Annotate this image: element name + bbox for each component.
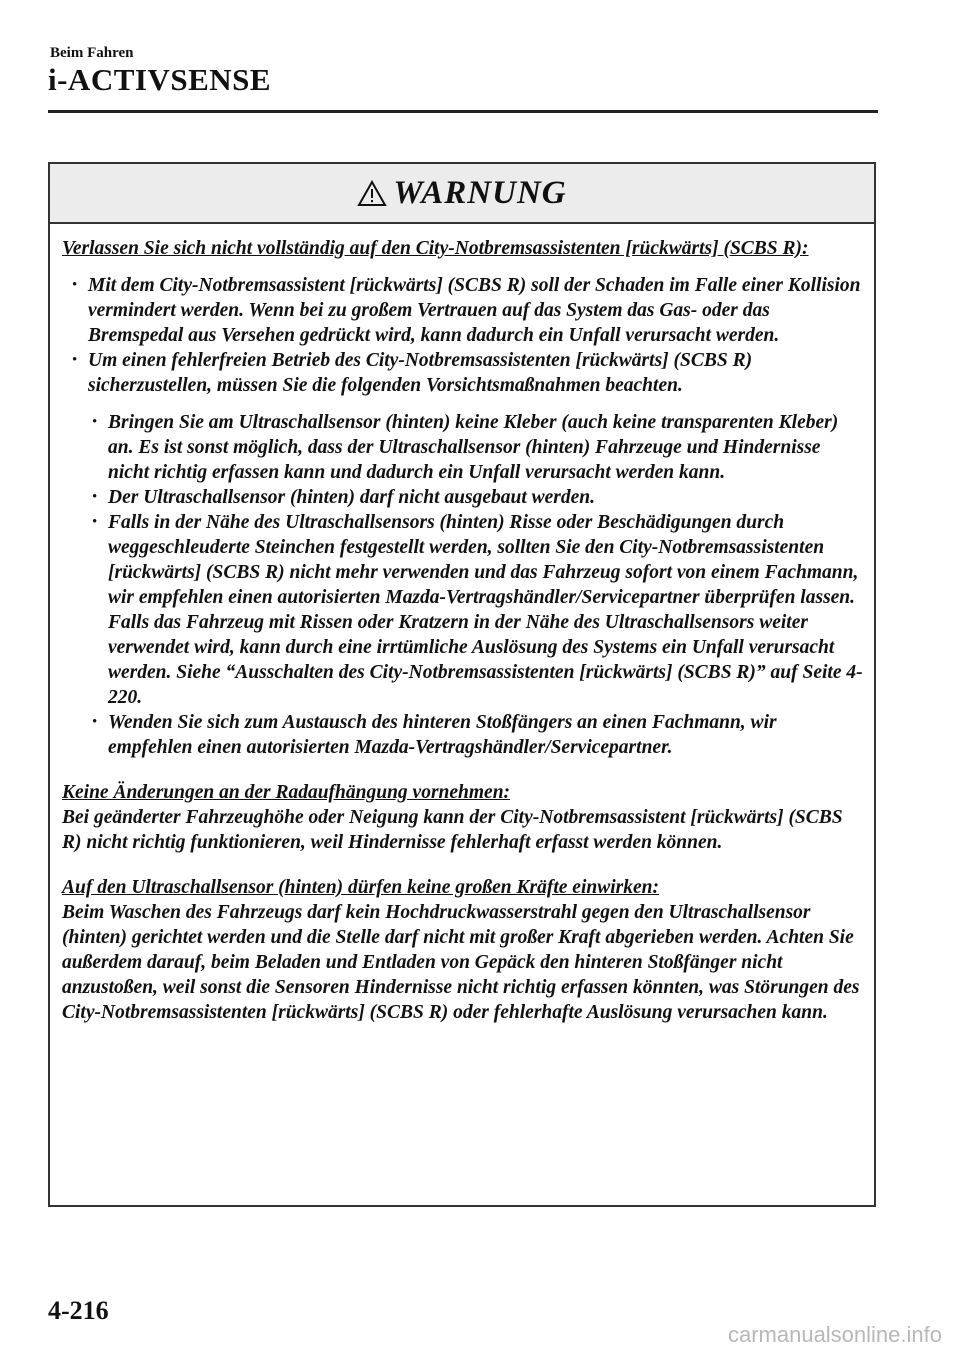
title-divider [48, 110, 878, 113]
bullet-dot-icon: • [92, 514, 98, 530]
sub-list-item: • Falls in der Nähe des Ultraschallsensors (hinten) Risse oder Beschädigungen durch weggeschleuderte Steinchen festgestellt werden, sollten Sie den City-Notbremsassistenten [rückwärts] (SCBS R) nicht mehr verwenden und das Fahrzeug sofort von einem Fachmann, wir empfehlen einen autorisierten Mazda-Vertragshändler/Servicepartner überprüfen lassen. Falls das Fahrzeug mit Rissen oder Kratzern in der Nähe des Ultraschallsensors weiter verwendet wird, kann durch eine irrtümliche Auslösung des Systems ein Unfall verursacht werden. Siehe “Ausschalten des City-Notbremsassistenten [rückwärts] (SCBS R)” auf Seite 4-220. [92, 512, 863, 708]
list-item: • Mit dem City-Notbremsassistent [rückwärts] (SCBS R) soll der Schaden im Falle einer Kollision vermindert werden. Wenn bei zu großem Vertrauen auf das System das Gas- oder das Bremspedal aus Versehen gedrückt wird, kann dadurch ein Unfall verursacht werden. [72, 275, 861, 346]
block-heading: Auf den Ultraschallsensor (hinten) dürfen keine großen Kräfte einwirken: [62, 877, 659, 898]
section-label: Beim Fahren [50, 45, 134, 61]
bullet-list [62, 273, 864, 760]
warning-box [48, 162, 876, 1207]
list-item: • Um einen fehlerfreien Betrieb des City-Notbremsassistenten [rückwärts] (SCBS R) sicherzustellen, müssen Sie die folgenden Vorsichtsmaßnahmen beachten. • Bringen Sie am Ultraschallsensor (hinten) keine Kleber (auch keine transparenten Kleber) an. Es ist sonst möglich, dass der Ultraschallsensor (hinten) Fahrzeuge und Hindernisse nicht richtig erfassen kann und dadurch ein Unfall verursacht werden kann. • Der Ultraschallsensor (hinten) darf nicht ausgebaut werden. • Falls in der Nähe des Ultraschallsensors (hinten) Risse oder Beschädigungen durch weggeschleuderte Steinchen festgestellt werden, sollten Sie den City-Notbremsassistenten [rückwärts] (SCBS R) nicht mehr verwenden und das Fahrzeug sofort von einem Fachmann, wir empfehlen einen autorisierten Mazda-Vertragshändler/Servicepartner überprüfen lassen. Falls das Fahrzeug mit Rissen oder Kratzern in der Nähe des Ultraschallsensors weiter verwendet wird, kann durch eine irrtümliche Auslösung des Systems ein Unfall verursacht werden. Siehe “Ausschalten des City-Notbremsassistenten [rückwärts] (SCBS R)” auf Seite 4-220. • Wenden Sie sich zum Austausch des hinteren Stoßfängers an einen Fachmann, wir empfehlen einen autorisierten Mazda-Vertragshändler/Servicepartner. [62, 348, 864, 760]
sub-bullet-list [62, 410, 864, 760]
warning-block-scbs-reliance [62, 236, 864, 760]
sub-list-item: • Bringen Sie am Ultraschallsensor (hinten) keine Kleber (auch keine transparenten Kleber) an. Es ist sonst möglich, dass der Ultraschallsensor (hinten) Fahrzeuge und Hindernisse nicht richtig erfassen kann und dadurch ein Unfall verursacht werden kann. [92, 412, 839, 483]
warning-title: WARNUNG [393, 174, 567, 211]
bullet-dot-icon: • [92, 414, 98, 430]
block-heading: Keine Änderungen an der Radaufhängung vornehmen: [62, 782, 511, 803]
warning-body [50, 224, 874, 1025]
bullet-dot-icon: • [92, 489, 98, 505]
warning-block-sensor-force [62, 875, 864, 1025]
warning-block-suspension [62, 780, 864, 855]
page-number: 4-216 [48, 1296, 109, 1325]
block-text: Bei geänderter Fahrzeughöhe oder Neigung kann der City-Notbremsassistent [rückwärts] (SCBS R) nicht richtig funktionieren, weil Hindernisse fehlerhaft erfasst werden können. [62, 807, 843, 853]
bullet-dot-icon: • [72, 277, 78, 293]
sub-list-item: • Wenden Sie sich zum Austausch des hinteren Stoßfängers an einen Fachmann, wir empfehlen einen autorisierten Mazda-Vertragshändler/Servicepartner. [92, 712, 777, 758]
warning-header [50, 164, 874, 224]
block-heading: Verlassen Sie sich nicht vollständig auf den City-Notbremsassistenten [rückwärts] (SCBS R): [62, 238, 809, 259]
block-text: Beim Waschen des Fahrzeugs darf kein Hochdruckwasserstrahl gegen den Ultraschallsensor (hinten) gerichtet werden und die Stelle darf nicht mit großer Kraft abgerieben werden. Achten Sie außerdem darauf, beim Beladen und Entladen von Gepäck den hinteren Stoßfänger nicht anzustoßen, weil sonst die Sensoren Hindernisse nicht richtig erfassen könnten, was Störungen des City-Notbremsassistenten [rückwärts] (SCBS R) oder fehlerhafte Auslösung verursachen kann. [62, 902, 860, 1023]
warning-triangle-icon [357, 180, 387, 207]
chapter-title: i-ACTIVSENSE [48, 62, 272, 97]
sub-list-item: • Der Ultraschallsensor (hinten) darf nicht ausgebaut werden. [92, 487, 596, 508]
watermark: carmanualsonline.info [727, 1322, 942, 1347]
bullet-dot-icon: • [72, 352, 78, 368]
bullet-dot-icon: • [92, 714, 98, 730]
